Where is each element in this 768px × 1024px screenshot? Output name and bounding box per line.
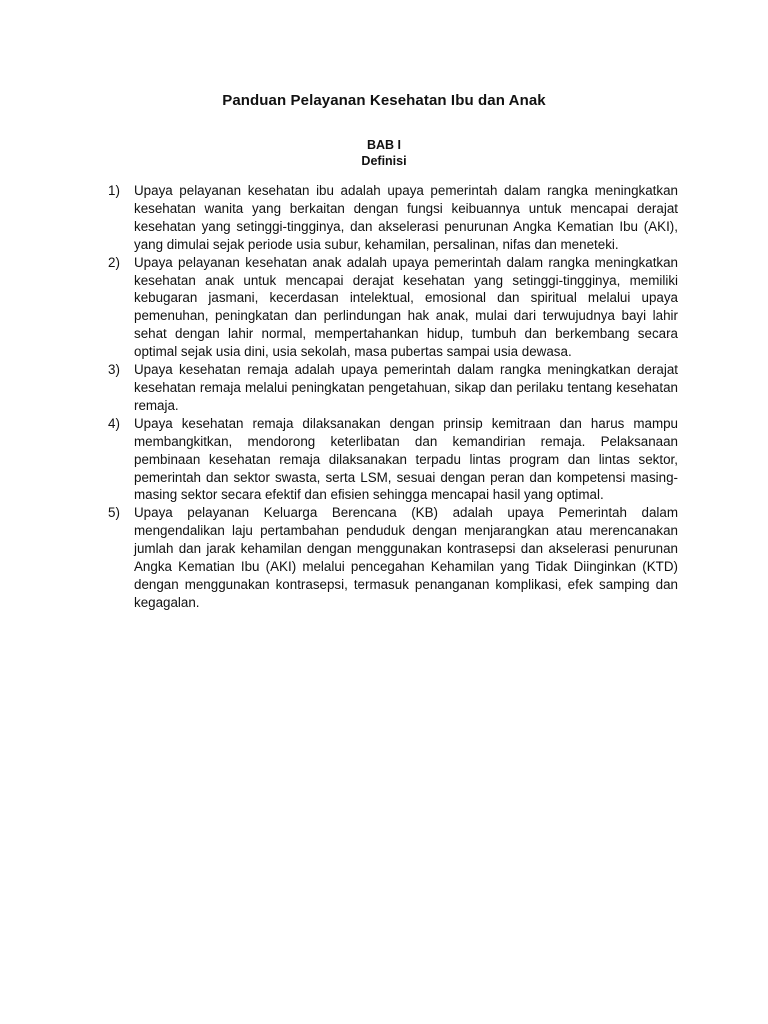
item-text: Upaya pelayanan kesehatan ibu adalah upaya pemerintah dalam rangka meningkatkan kesehatan wanita yang berkaitan dengan fungsi keibuannya untuk mencapai derajat kesehatan yang setinggi-tingginya, dan akselerasi penurunan Angka Kematian Ibu (AKI), yang dimulai sejak periode usia subur, kehamilan, persalinan, nifas dan meneteki. <box>134 183 678 252</box>
list-item <box>108 415 678 505</box>
list-item <box>108 504 678 611</box>
list-item <box>108 361 678 415</box>
item-number: 1) <box>108 183 120 198</box>
list-item <box>108 254 678 361</box>
list-item <box>108 182 678 254</box>
chapter-label: BAB I <box>366 138 402 152</box>
item-text: Upaya pelayanan Keluarga Berencana (KB) adalah upaya Pemerintah dalam mengendalikan laju pertambahan penduduk dengan menjarangkan atau merencanakan jumlah dan jarak kehamilan dengan menggunakan kontrasepsi dan akselerasi penurunan Angka Kematian Ibu (AKI) melalui pencegahan Kehamilan yang Tidak Diinginkan (KTD) dengan menggunakan kontrasepsi, termasuk penanganan komplikasi, efek samping dan kegagalan. <box>134 505 678 610</box>
item-number: 4) <box>108 415 120 431</box>
item-text: Upaya pelayanan kesehatan anak adalah upaya pemerintah dalam rangka meningkatkan kesehatan anak untuk mencapai derajat kesehatan yang setinggi-tingginya, memiliki kebugaran jasmani, kecerdasan intelektual, emosional dan spiritual melalui upaya pemenuhan, peningkatan dan perlindungan hak anak, mulai dari terwujudnya bayi lahir sehat dengan lahir normal, mempertahankan hidup, tumbuh dan berkembang secara optimal sejak usia dini, usia sekolah, masa pubertas sampai usia dewasa. <box>134 254 678 360</box>
chapter-title: Definisi <box>361 154 407 168</box>
item-text: Upaya kesehatan remaja adalah upaya pemerintah dalam rangka meningkatkan derajat kesehatan remaja melalui peningkatan pengetahuan, sikap dan perilaku tentang kesehatan remaja. <box>134 362 678 413</box>
chapter-heading <box>0 137 768 169</box>
item-number: 3) <box>108 362 120 378</box>
item-text: Upaya kesehatan remaja dilaksanakan dengan prinsip kemitraan dan harus mampu membangkitkan, mendorong keterlibatan dan kemandirian remaja. Pelaksanaan pembinaan kesehatan remaja dilaksanakan terpadu lintas program dan lintas sektor, pemerintah dan sektor swasta, serta LSM, sesuai dengan peran dan kompetensi masing-masing sektor secara efektif dan efisien sehingga mencapai hasil yang optimal. <box>134 415 678 503</box>
item-number: 5) <box>108 505 120 521</box>
document-title: Panduan Pelayanan Kesehatan Ibu dan Anak <box>222 92 546 109</box>
item-number: 2) <box>108 254 120 270</box>
definition-list <box>108 182 678 612</box>
